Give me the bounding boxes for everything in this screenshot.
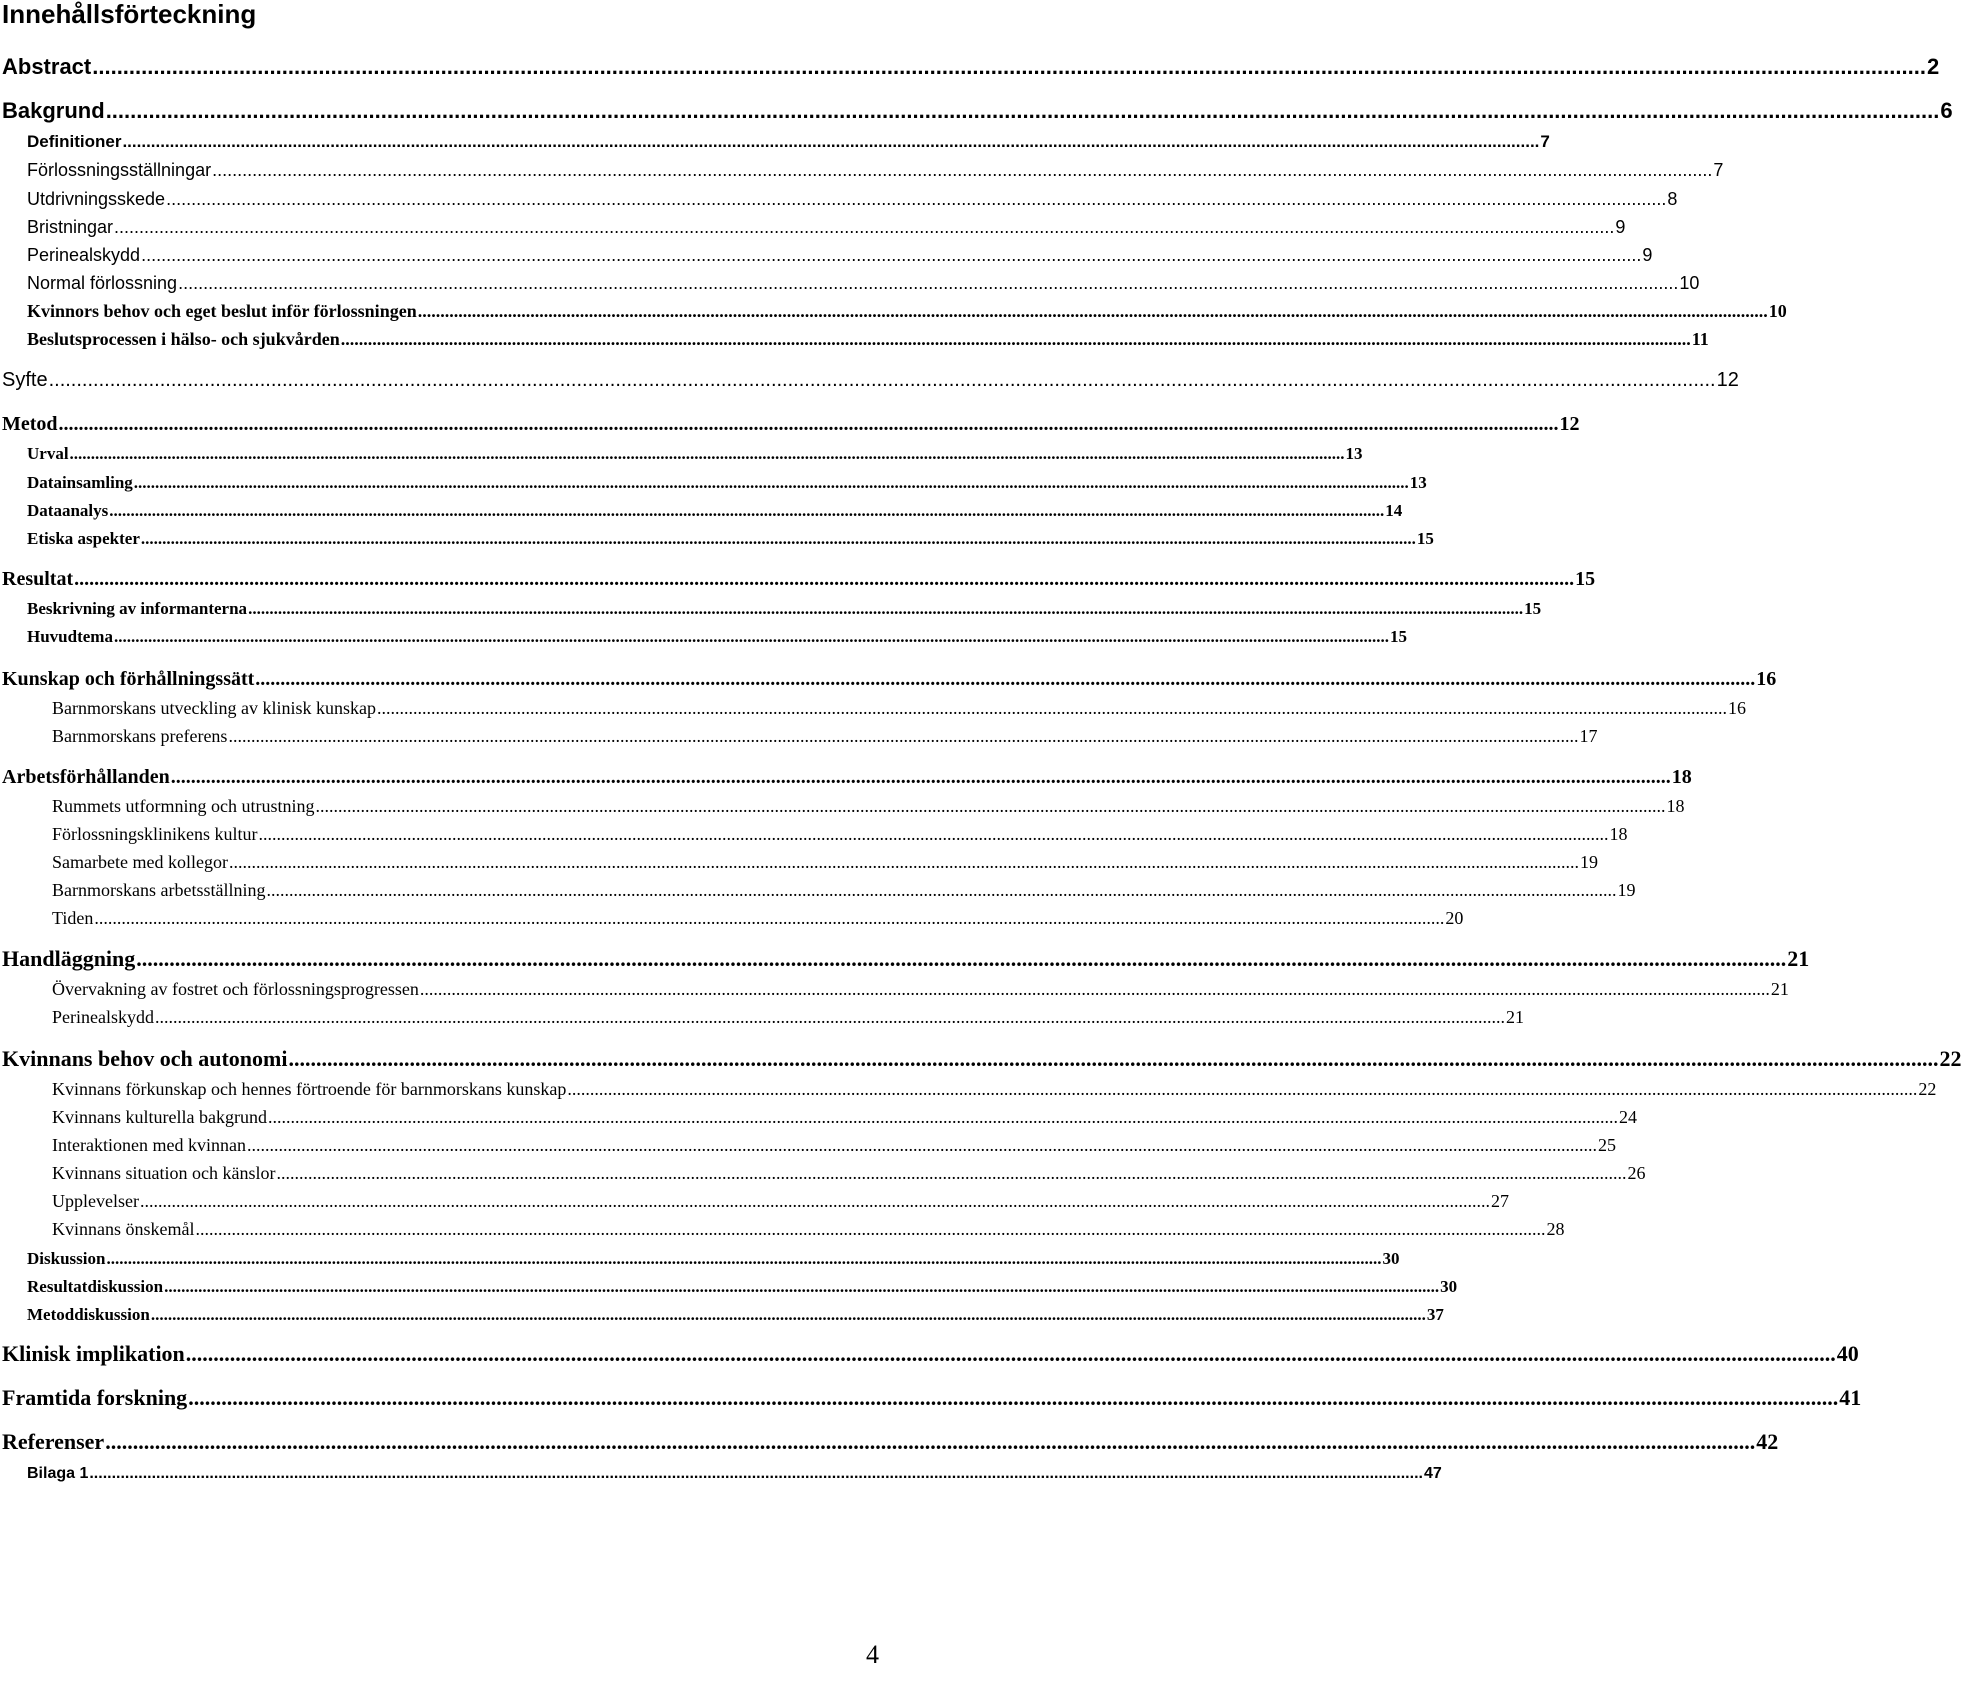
dot-leader: ............................................................................................................................................................................................................................................................................................................ xyxy=(185,1341,1836,1366)
dot-leader: ............................................................................................................................................................................................................................................................................................................ xyxy=(255,668,1756,690)
toc-entry[interactable] xyxy=(2,92,1953,124)
toc-entry-title: Dataanalys xyxy=(27,501,109,520)
toc-entry-title: Barnmorskans arbetsställning xyxy=(52,880,266,900)
toc-entry[interactable] xyxy=(27,591,1542,619)
toc-entry-page-number: 18 xyxy=(1609,824,1628,844)
toc-entry[interactable] xyxy=(52,845,1598,873)
toc-entry-title: Bilaga 1 xyxy=(27,1465,89,1482)
toc-entry-page-number: 25 xyxy=(1597,1135,1616,1155)
dot-leader: ............................................................................................................................................................................................................................................................................................................ xyxy=(105,1429,1756,1454)
toc-entry[interactable] xyxy=(2,757,1692,789)
toc-entry-title: Kvinnans önskemål xyxy=(52,1219,195,1239)
toc-entry[interactable] xyxy=(27,238,1653,266)
dot-leader: ............................................................................................................................................................................................................................................................................................................ xyxy=(212,160,1713,180)
toc-entry-page-number: 28 xyxy=(1546,1219,1565,1239)
toc-entry-page-number: 15 xyxy=(1416,529,1434,548)
toc-entry-page-number: 9 xyxy=(1615,217,1626,237)
toc-entry-title: Kunskap och förhållningssätt xyxy=(2,668,255,690)
toc-entry-title: Kvinnans kulturella bakgrund xyxy=(52,1107,267,1127)
toc-entry-title: Resultatdiskussion xyxy=(27,1277,164,1296)
toc-entry-page-number: 9 xyxy=(1642,245,1653,265)
dot-leader: ............................................................................................................................................................................................................................................................................................................ xyxy=(106,1249,1382,1268)
toc-entry-page-number: 7 xyxy=(1713,160,1724,180)
dot-leader: ............................................................................................................................................................................................................................................................................................................ xyxy=(122,132,1540,151)
toc-entry[interactable] xyxy=(2,559,1596,591)
toc-entry-page-number: 15 xyxy=(1524,599,1542,618)
toc-entry-page-number: 19 xyxy=(1617,880,1636,900)
dot-leader: ............................................................................................................................................................................................................................................................................................................ xyxy=(376,698,1727,718)
toc-entry-title: Referenser xyxy=(2,1429,105,1454)
toc-entry-title: Syfte xyxy=(2,369,48,391)
toc-entry-title: Samarbete med kollegor xyxy=(52,852,228,872)
dot-leader: ............................................................................................................................................................................................................................................................................................................ xyxy=(419,979,1770,999)
dot-leader: ............................................................................................................................................................................................................................................................................................................ xyxy=(246,1135,1597,1155)
toc-entry-page-number: 47 xyxy=(1423,1465,1442,1482)
toc-entry-page-number: 15 xyxy=(1389,627,1407,646)
toc-entry[interactable] xyxy=(2,360,1739,392)
dot-leader: ............................................................................................................................................................................................................................................................................................................ xyxy=(267,1107,1618,1127)
dot-leader: ............................................................................................................................................................................................................................................................................................................ xyxy=(315,796,1666,816)
toc-entry-title: Beslutsprocessen i hälso- och sjukvården xyxy=(27,329,340,349)
toc-entry-page-number: 19 xyxy=(1579,852,1598,872)
toc-entry-page-number: 24 xyxy=(1618,1107,1637,1127)
dot-leader: ............................................................................................................................................................................................................................................................................................................ xyxy=(195,1219,1546,1239)
dot-leader: ............................................................................................................................................................................................................................................................................................................ xyxy=(136,946,1787,971)
toc-heading: Innehållsförteckning xyxy=(2,0,257,29)
toc-entry[interactable] xyxy=(52,1212,1565,1240)
toc-entry-page-number: 41 xyxy=(1839,1385,1862,1410)
dot-leader: ............................................................................................................................................................................................................................................................................................................ xyxy=(178,273,1679,293)
toc-entry-title: Kvinnors behov och eget beslut inför förlossningen xyxy=(27,301,417,321)
toc-entry-title: Förlossningsklinikens kultur xyxy=(52,824,258,844)
toc-entry[interactable] xyxy=(52,691,1746,719)
toc-entry-page-number: 30 xyxy=(1382,1249,1400,1268)
dot-leader: ............................................................................................................................................................................................................................................................................................................ xyxy=(94,908,1445,928)
toc-entry[interactable] xyxy=(52,1156,1646,1184)
toc-entry[interactable] xyxy=(2,1379,1862,1411)
dot-leader: ............................................................................................................................................................................................................................................................................................................ xyxy=(266,880,1617,900)
dot-leader: ............................................................................................................................................................................................................................................................................................................ xyxy=(228,726,1579,746)
toc-entry[interactable] xyxy=(27,1241,1400,1269)
toc-entry-title: Huvudtema xyxy=(27,627,113,646)
toc-entry-title: Arbetsförhållanden xyxy=(2,766,170,788)
toc-entry[interactable] xyxy=(52,789,1685,817)
dot-leader: ............................................................................................................................................................................................................................................................................................................ xyxy=(228,852,1579,872)
toc-entry[interactable] xyxy=(52,1000,1524,1028)
dot-leader: ............................................................................................................................................................................................................................................................................................................ xyxy=(141,245,1642,265)
toc-entry-page-number: 42 xyxy=(1756,1429,1779,1454)
toc-entry-page-number: 6 xyxy=(1940,98,1953,123)
toc-entry-title: Bakgrund xyxy=(2,98,105,123)
toc-entry-title: Metoddiskussion xyxy=(27,1305,150,1324)
toc-entry-title: Framtida forskning xyxy=(2,1385,188,1410)
toc-entry-title: Perinealskydd xyxy=(52,1007,154,1027)
dot-leader: ............................................................................................................................................................................................................................................................................................................ xyxy=(288,1046,1939,1071)
dot-leader: ............................................................................................................................................................................................................................................................................................................ xyxy=(188,1385,1839,1410)
toc-entry-title: Barnmorskans utveckling av klinisk kunskap xyxy=(52,698,376,718)
toc-entry-page-number: 22 xyxy=(1918,1079,1937,1099)
dot-leader: ............................................................................................................................................................................................................................................................................................................ xyxy=(154,1007,1505,1027)
toc-entry[interactable] xyxy=(27,465,1427,493)
toc-entry[interactable] xyxy=(52,972,1789,1000)
toc-entry-title: Tiden xyxy=(52,908,94,928)
toc-entry-title: Interaktionen med kvinnan xyxy=(52,1135,246,1155)
toc-entry-title: Rummets utformning och utrustning xyxy=(52,796,315,816)
toc-entry-title: Diskussion xyxy=(27,1249,106,1268)
toc-entry[interactable] xyxy=(52,1128,1616,1156)
toc-entry-title: Datainsamling xyxy=(27,473,133,492)
dot-leader: ............................................................................................................................................................................................................................................................................................................ xyxy=(74,568,1575,590)
toc-entry-page-number: 13 xyxy=(1345,444,1363,463)
toc-entry[interactable] xyxy=(2,48,1940,80)
toc-entry[interactable] xyxy=(27,1297,1444,1325)
toc-entry-title: Utdrivningsskede xyxy=(27,189,166,209)
toc-entry-page-number: 21 xyxy=(1787,946,1810,971)
toc-entry[interactable] xyxy=(27,124,1550,152)
toc-entry[interactable] xyxy=(2,940,1810,972)
toc-entry-title: Resultat xyxy=(2,568,74,590)
toc-entry[interactable] xyxy=(2,1040,1961,1072)
toc-entry[interactable] xyxy=(27,1269,1458,1297)
dot-leader: ............................................................................................................................................................................................................................................................................................................ xyxy=(133,473,1409,492)
toc-entry[interactable] xyxy=(52,719,1598,747)
toc-entry-page-number: 7 xyxy=(1540,132,1550,151)
toc-entry-page-number: 10 xyxy=(1768,301,1787,321)
dot-leader: ............................................................................................................................................................................................................................................................................................................ xyxy=(48,369,1716,391)
toc-entry-title: Kvinnans situation och känslor xyxy=(52,1163,276,1183)
toc-entry-page-number: 12 xyxy=(1559,413,1580,435)
page-number: 4 xyxy=(866,1640,879,1669)
toc-entry-page-number: 11 xyxy=(1691,329,1709,349)
toc-entry[interactable] xyxy=(27,521,1434,549)
toc-entry[interactable] xyxy=(2,659,1777,691)
dot-leader: ............................................................................................................................................................................................................................................................................................................ xyxy=(92,54,1926,79)
toc-entry-page-number: 22 xyxy=(1939,1046,1961,1071)
toc-entry-page-number: 18 xyxy=(1671,766,1692,788)
toc-entry-page-number: 16 xyxy=(1756,668,1777,690)
dot-leader: ............................................................................................................................................................................................................................................................................................................ xyxy=(417,301,1768,321)
dot-leader: ............................................................................................................................................................................................................................................................................................................ xyxy=(114,217,1615,237)
toc-entry-title: Övervakning av fostret och förlossningsprogressen xyxy=(52,979,419,999)
toc-entry-title: Metod xyxy=(2,413,58,435)
toc-entry-title: Etiska aspekter xyxy=(27,529,140,548)
toc-entry-title: Klinisk implikation xyxy=(2,1341,185,1366)
toc-entry-title: Normal förlossning xyxy=(27,273,178,293)
dot-leader: ............................................................................................................................................................................................................................................................................................................ xyxy=(166,189,1667,209)
toc-entry-title: Perinealskydd xyxy=(27,245,141,265)
toc-entry[interactable] xyxy=(27,210,1626,238)
dot-leader: ............................................................................................................................................................................................................................................................................................................ xyxy=(340,329,1691,349)
dot-leader: ............................................................................................................................................................................................................................................................................................................ xyxy=(150,1305,1426,1324)
toc-entry[interactable] xyxy=(27,322,1709,350)
toc-entry-title: Definitioner xyxy=(27,132,122,151)
toc-entry-page-number: 40 xyxy=(1836,1341,1859,1366)
dot-leader: ............................................................................................................................................................................................................................................................................................................ xyxy=(113,627,1389,646)
toc-entry-page-number: 26 xyxy=(1627,1163,1646,1183)
toc-entry[interactable] xyxy=(52,1072,1937,1100)
toc-entry-page-number: 13 xyxy=(1409,473,1427,492)
dot-leader: ............................................................................................................................................................................................................................................................................................................ xyxy=(69,444,1345,463)
toc-entry-title: Barnmorskans preferens xyxy=(52,726,228,746)
dot-leader: ............................................................................................................................................................................................................................................................................................................ xyxy=(164,1277,1440,1296)
toc-entry-page-number: 10 xyxy=(1679,273,1700,293)
toc-entry-title: Beskrivning av informanterna xyxy=(27,599,248,618)
toc-entry-page-number: 21 xyxy=(1505,1007,1524,1027)
toc-entry[interactable] xyxy=(27,153,1724,181)
toc-entry-page-number: 15 xyxy=(1575,568,1596,590)
dot-leader: ............................................................................................................................................................................................................................................................................................................ xyxy=(248,599,1524,618)
toc-entry-page-number: 17 xyxy=(1579,726,1598,746)
toc-entry-title: Kvinnans behov och autonomi xyxy=(2,1046,288,1071)
toc-entry-page-number: 30 xyxy=(1440,1277,1458,1296)
toc-entry[interactable] xyxy=(27,1455,1442,1483)
dot-leader: ............................................................................................................................................................................................................................................................................................................ xyxy=(58,413,1559,435)
toc-entry-page-number: 14 xyxy=(1385,501,1403,520)
dot-leader: ............................................................................................................................................................................................................................................................................................................ xyxy=(139,1191,1490,1211)
toc-entry-page-number: 18 xyxy=(1666,796,1685,816)
dot-leader: ............................................................................................................................................................................................................................................................................................................ xyxy=(276,1163,1627,1183)
toc-entry-page-number: 27 xyxy=(1490,1191,1509,1211)
toc-entry-title: Urval xyxy=(27,444,69,463)
toc-entry-title: Kvinnans förkunskap och hennes förtroende för barnmorskans kunskap xyxy=(52,1079,567,1099)
toc-entry[interactable] xyxy=(52,817,1628,845)
toc-entry-title: Upplevelser xyxy=(52,1191,139,1211)
toc-entry-title: Förlossningsställningar xyxy=(27,160,212,180)
toc-entry[interactable] xyxy=(52,1184,1509,1212)
toc-entry-title: Abstract xyxy=(2,54,92,79)
toc-entry-page-number: 37 xyxy=(1426,1305,1444,1324)
toc-entry[interactable] xyxy=(27,182,1678,210)
toc-entry-page-number: 21 xyxy=(1770,979,1789,999)
toc-entry-title: Bristningar xyxy=(27,217,114,237)
toc-entry[interactable] xyxy=(27,619,1407,647)
toc-entry-page-number: 12 xyxy=(1716,369,1739,391)
dot-leader: ............................................................................................................................................................................................................................................................................................................ xyxy=(140,529,1416,548)
toc-entry[interactable] xyxy=(52,873,1636,901)
toc-entry[interactable] xyxy=(2,1335,1859,1367)
dot-leader: ............................................................................................................................................................................................................................................................................................................ xyxy=(105,98,1940,123)
dot-leader: ............................................................................................................................................................................................................................................................................................................ xyxy=(109,501,1385,520)
toc-entry[interactable] xyxy=(27,493,1403,521)
toc-entry-page-number: 16 xyxy=(1727,698,1746,718)
toc-entry-page-number: 20 xyxy=(1445,908,1464,928)
toc-entry[interactable] xyxy=(27,266,1700,294)
toc-entry[interactable] xyxy=(27,436,1363,464)
toc-entry[interactable] xyxy=(27,294,1787,322)
toc-entry[interactable] xyxy=(2,1423,1779,1455)
toc-entry-page-number: 8 xyxy=(1667,189,1678,209)
toc-entry[interactable] xyxy=(52,901,1464,929)
dot-leader: ............................................................................................................................................................................................................................................................................................................ xyxy=(170,766,1671,788)
dot-leader: ............................................................................................................................................................................................................................................................................................................ xyxy=(89,1465,1423,1482)
toc-entry[interactable] xyxy=(52,1100,1637,1128)
dot-leader: ............................................................................................................................................................................................................................................................................................................ xyxy=(258,824,1609,844)
toc-entry[interactable] xyxy=(2,404,1580,436)
toc-entry-page-number: 2 xyxy=(1926,54,1940,79)
toc-entry-title: Handläggning xyxy=(2,946,136,971)
dot-leader: ............................................................................................................................................................................................................................................................................................................ xyxy=(567,1079,1918,1099)
